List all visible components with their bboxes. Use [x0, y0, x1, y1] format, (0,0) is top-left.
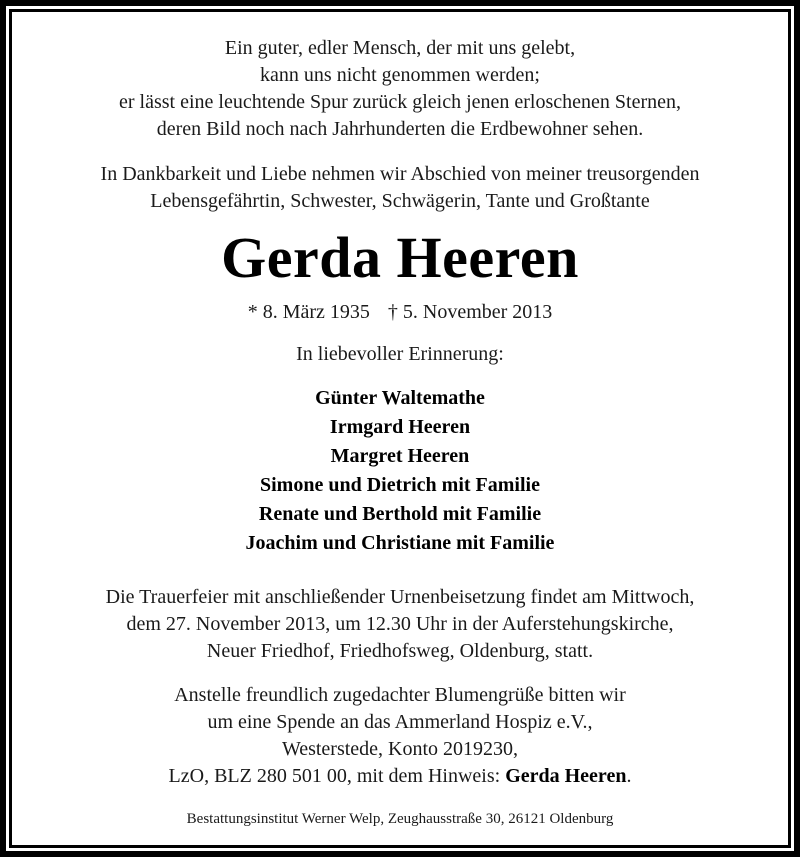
undertaker-info: Bestattungsinstitut Werner Welp, Zeughausstraße 30, 26121 Oldenburg	[186, 811, 614, 827]
mourners-list	[12, 384, 788, 558]
donation-line-bank	[12, 763, 788, 790]
intro-line: In Dankbarkeit und Liebe nehmen wir Abschied von meiner treusorgenden	[100, 163, 700, 185]
farewell-intro	[12, 161, 788, 215]
donation-reference: Gerda Heeren	[505, 765, 627, 787]
service-line: dem 27. November 2013, um 12.30 Uhr in der Auferstehungskirche,	[126, 613, 674, 635]
deceased-name: Gerda Heeren	[221, 225, 579, 290]
poem-line: deren Bild noch nach Jahrhunderten die Erdbewohner sehen.	[156, 118, 644, 140]
donation-line: Westerstede, Konto 2019230,	[281, 738, 519, 760]
intro-line: Lebensgefährtin, Schwester, Schwägerin, Tante und Großtante	[150, 190, 650, 212]
poem-line: kann uns nicht genommen werden;	[260, 64, 540, 86]
donation-request	[12, 682, 788, 790]
mourner: Renate und Berthold mit Familie	[258, 503, 542, 525]
inner-black-border	[9, 9, 791, 848]
poem-line: Ein guter, edler Mensch, der mit uns gelebt,	[224, 37, 576, 59]
mourner: Simone und Dietrich mit Familie	[260, 474, 540, 496]
mourner: Günter Waltemathe	[315, 387, 485, 409]
death-date: † 5. November 2013	[387, 301, 553, 323]
donation-line: um eine Spende an das Ammerland Hospiz e.V.,	[207, 711, 593, 733]
period: .	[626, 765, 632, 787]
obituary-notice	[12, 12, 788, 845]
memorial-poem	[12, 35, 788, 143]
remembrance-label: In liebevoller Erinnerung:	[296, 343, 504, 365]
service-line: Neuer Friedhof, Friedhofsweg, Oldenburg, statt.	[206, 640, 594, 662]
border-gap	[6, 6, 794, 851]
mourner: Irmgard Heeren	[329, 416, 471, 438]
life-dates	[12, 299, 788, 325]
mourner: Joachim und Christiane mit Familie	[245, 532, 555, 554]
poem-line: er lässt eine leuchtende Spur zurück gleich jenen erloschenen Sternen,	[118, 91, 681, 113]
birth-date: * 8. März 1935	[247, 301, 370, 323]
bank-details: LzO, BLZ 280 501 00, mit dem Hinweis:	[168, 765, 506, 787]
mourner: Margret Heeren	[330, 445, 470, 467]
service-line: Die Trauerfeier mit anschließender Urnenbeisetzung findet am Mittwoch,	[105, 586, 695, 608]
funeral-service-info	[12, 584, 788, 665]
donation-line: Anstelle freundlich zugedachter Blumengrüße bitten wir	[174, 684, 626, 706]
